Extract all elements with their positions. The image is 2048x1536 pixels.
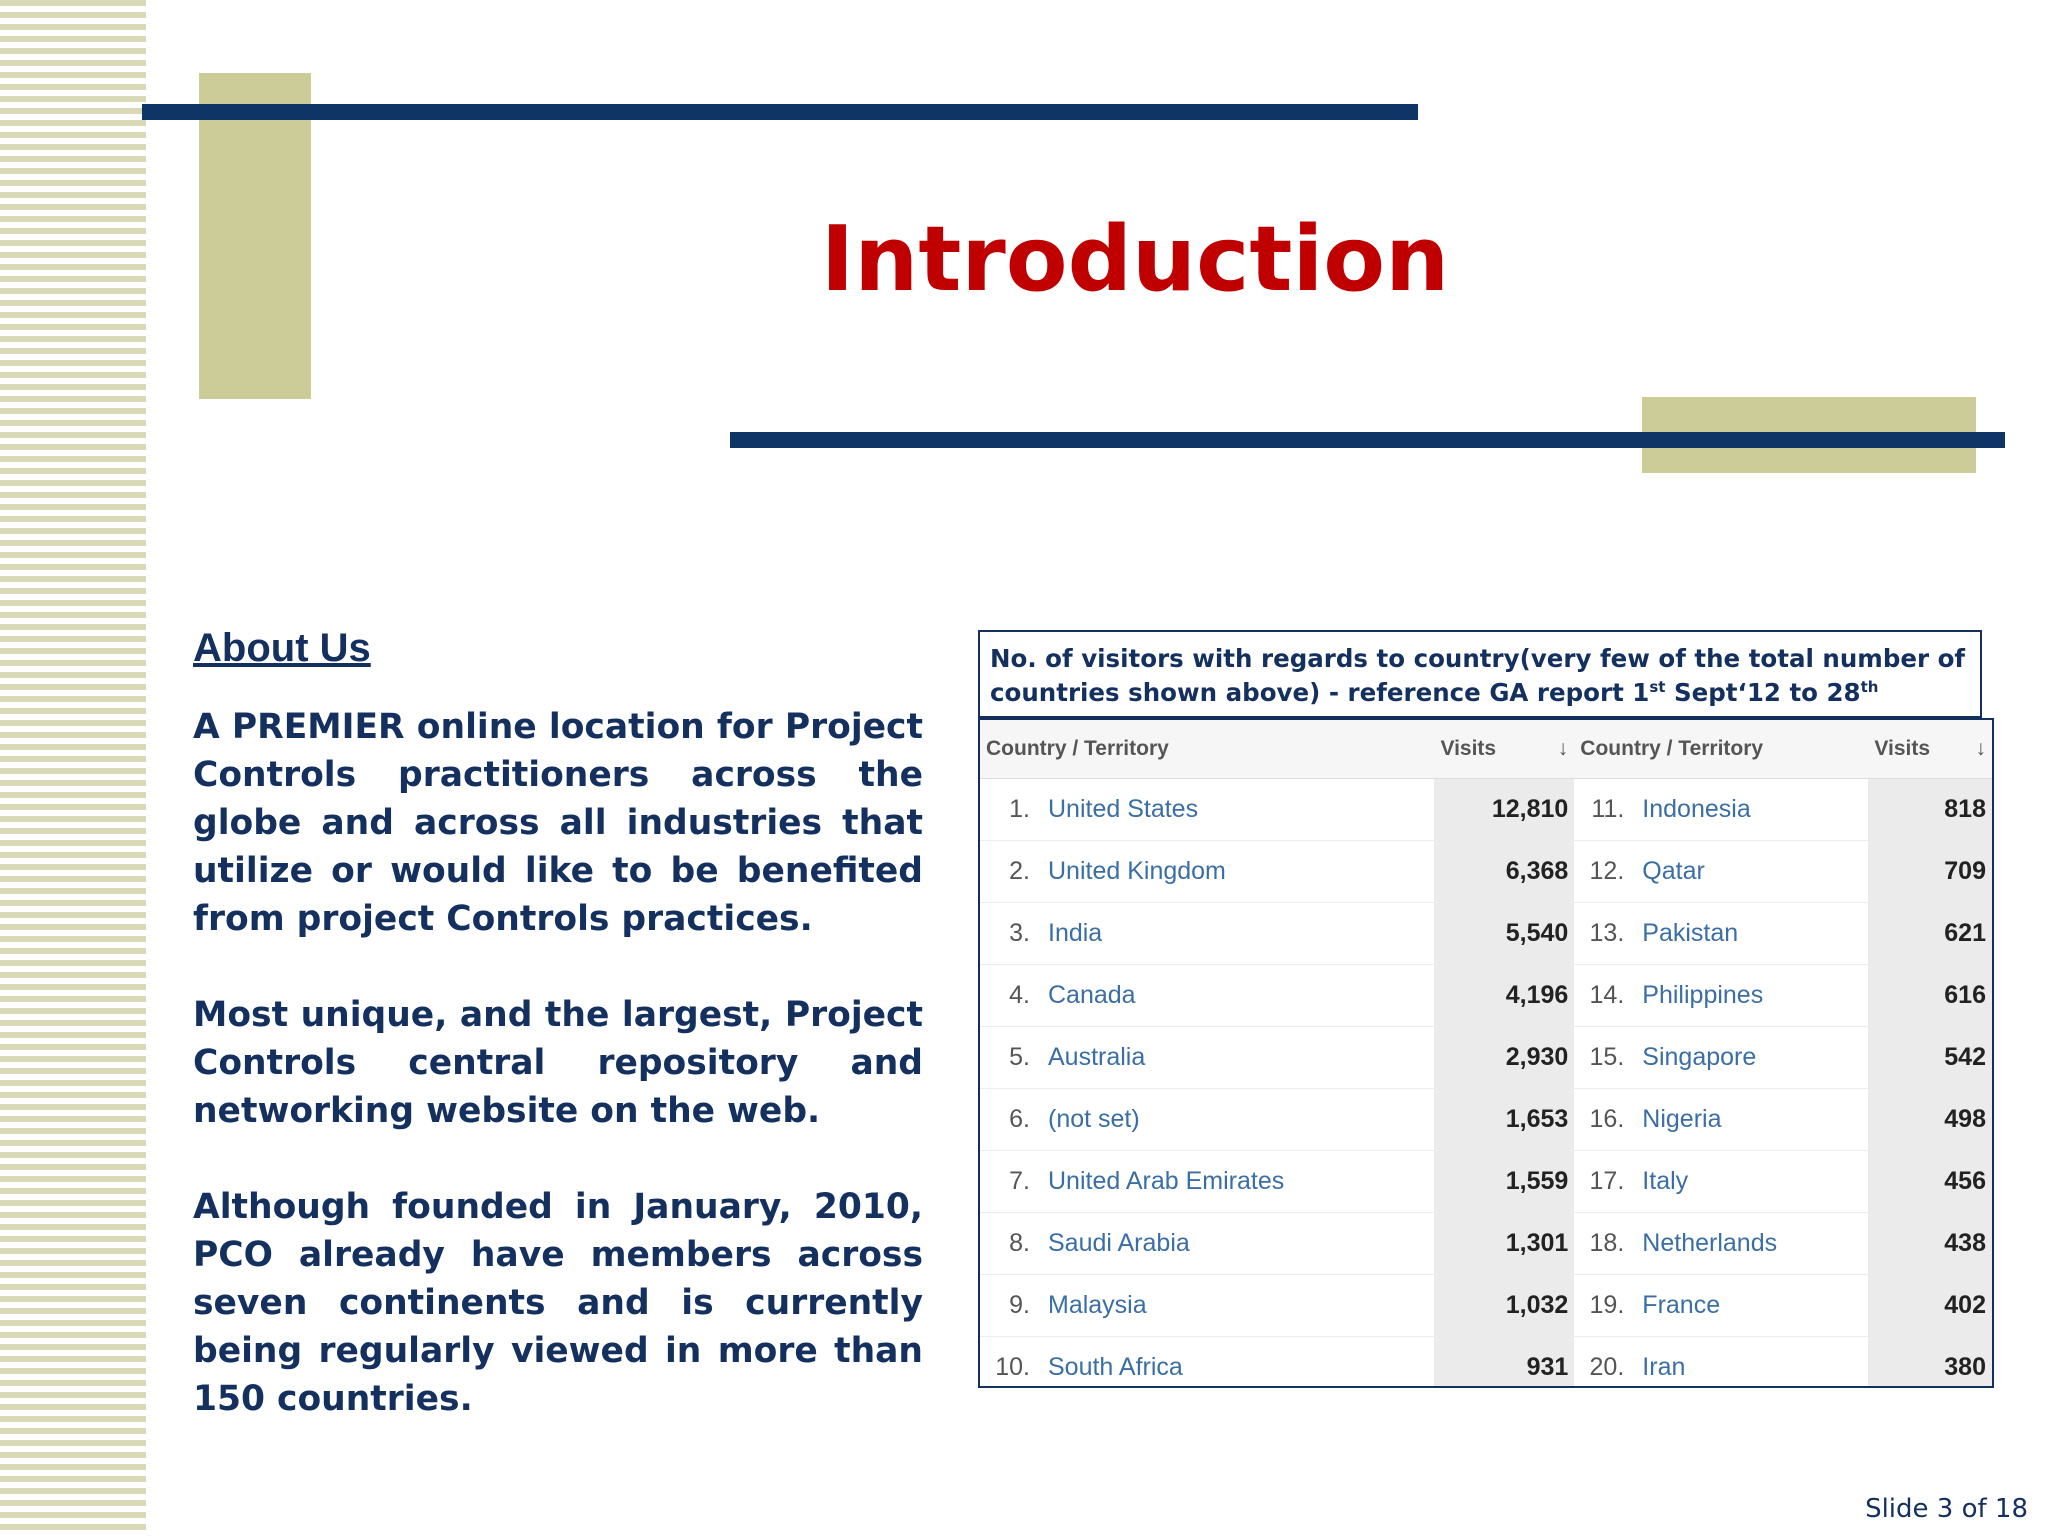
rank-cell: 7. — [980, 1151, 1042, 1213]
table-row — [980, 1151, 1992, 1213]
rank-cell: 15. — [1574, 1027, 1636, 1089]
header-country-right[interactable]: Country / Territory — [1574, 720, 1868, 779]
table-row — [980, 965, 1992, 1027]
rank-cell: 2. — [980, 841, 1042, 903]
table-row — [980, 779, 1992, 841]
country-link[interactable]: Netherlands — [1636, 1213, 1868, 1275]
country-link[interactable]: Nigeria — [1636, 1089, 1868, 1151]
country-link[interactable]: Iran — [1636, 1337, 1868, 1389]
header-visits-label: Visits — [1874, 737, 1931, 760]
visits-cell: 818 — [1868, 779, 1992, 841]
country-link[interactable]: Philippines — [1636, 965, 1868, 1027]
country-link[interactable]: Indonesia — [1636, 779, 1868, 841]
about-paragraph-3: Although founded in January, 2010, PCO already have members across seven continents and is currently being regularly viewed in more than 150 countries. — [193, 1187, 923, 1419]
accent-bar-bottom — [730, 432, 2005, 448]
visitors-table — [978, 718, 1994, 1388]
decorative-stripes — [0, 0, 146, 1536]
visits-cell: 931 — [1434, 1337, 1574, 1389]
visits-cell: 1,301 — [1434, 1213, 1574, 1275]
rank-cell: 14. — [1574, 965, 1636, 1027]
rank-cell: 6. — [980, 1089, 1042, 1151]
rank-cell: 20. — [1574, 1337, 1636, 1389]
visits-cell: 709 — [1868, 841, 1992, 903]
rank-cell: 13. — [1574, 903, 1636, 965]
visits-cell: 438 — [1868, 1213, 1992, 1275]
visits-cell: 6,368 — [1434, 841, 1574, 903]
header-visits-right[interactable] — [1868, 720, 1992, 779]
accent-block-top — [199, 73, 311, 399]
rank-cell: 10. — [980, 1337, 1042, 1389]
header-visits-left[interactable] — [1434, 720, 1574, 779]
country-link[interactable]: Qatar — [1636, 841, 1868, 903]
accent-bar-top — [142, 104, 1418, 120]
country-link[interactable]: South Africa — [1042, 1337, 1434, 1389]
rank-cell: 17. — [1574, 1151, 1636, 1213]
country-link[interactable]: Malaysia — [1042, 1275, 1434, 1337]
caption-sup-1: st — [1649, 677, 1666, 696]
table-row — [980, 1213, 1992, 1275]
rank-cell: 11. — [1574, 779, 1636, 841]
caption-text-2: Sept‘12 to 28 — [1665, 678, 1861, 707]
visits-cell: 616 — [1868, 965, 1992, 1027]
table-row — [980, 903, 1992, 965]
country-link[interactable]: Singapore — [1636, 1027, 1868, 1089]
rank-cell: 4. — [980, 965, 1042, 1027]
rank-cell: 5. — [980, 1027, 1042, 1089]
rank-cell: 9. — [980, 1275, 1042, 1337]
table-row — [980, 1027, 1992, 1089]
visits-cell: 1,559 — [1434, 1151, 1574, 1213]
visits-cell: 380 — [1868, 1337, 1992, 1389]
country-link[interactable]: United Arab Emirates — [1042, 1151, 1434, 1213]
table-row — [980, 1275, 1992, 1337]
rank-cell: 12. — [1574, 841, 1636, 903]
visits-cell: 1,032 — [1434, 1275, 1574, 1337]
rank-cell: 1. — [980, 779, 1042, 841]
table-row — [980, 1337, 1992, 1389]
visits-cell: 498 — [1868, 1089, 1992, 1151]
slide-title: Introduction — [820, 207, 1450, 312]
table-row — [980, 1089, 1992, 1151]
rank-cell: 16. — [1574, 1089, 1636, 1151]
slide-number: Slide 3 of 18 — [1865, 1494, 2028, 1524]
visits-cell: 402 — [1868, 1275, 1992, 1337]
country-link[interactable]: India — [1042, 903, 1434, 965]
rank-cell: 8. — [980, 1213, 1042, 1275]
table-header-row — [980, 720, 1992, 779]
visits-cell: 456 — [1868, 1151, 1992, 1213]
visits-cell: 621 — [1868, 903, 1992, 965]
visits-cell: 4,196 — [1434, 965, 1574, 1027]
visits-cell: 2,930 — [1434, 1027, 1574, 1089]
about-paragraph-1: A PREMIER online location for Project Controls practitioners across the globe and across all industries that utilize or would like to be benefited from project Controls practices. — [193, 707, 923, 939]
country-link[interactable]: France — [1636, 1275, 1868, 1337]
rank-cell: 19. — [1574, 1275, 1636, 1337]
header-country-left[interactable]: Country / Territory — [980, 720, 1434, 779]
table-caption — [978, 630, 1982, 718]
caption-text-1: No. of visitors with regards to country(very few of the total number of countries shown above) - reference GA report 1 — [990, 644, 1966, 707]
header-visits-label: Visits — [1440, 737, 1497, 760]
country-link[interactable]: United Kingdom — [1042, 841, 1434, 903]
visits-cell: 5,540 — [1434, 903, 1574, 965]
rank-cell: 18. — [1574, 1213, 1636, 1275]
visits-cell: 12,810 — [1434, 779, 1574, 841]
sort-down-arrow-icon[interactable]: ↓ — [1557, 737, 1569, 760]
sort-down-arrow-icon[interactable]: ↓ — [1975, 737, 1986, 760]
country-link[interactable]: (not set) — [1042, 1089, 1434, 1151]
country-link[interactable]: Pakistan — [1636, 903, 1868, 965]
rank-cell: 3. — [980, 903, 1042, 965]
about-paragraph-2: Most unique, and the largest, Project Controls central repository and networking website on the web. — [193, 995, 923, 1131]
country-link[interactable]: Italy — [1636, 1151, 1868, 1213]
visits-cell: 542 — [1868, 1027, 1992, 1089]
visits-cell: 1,653 — [1434, 1089, 1574, 1151]
table-row — [980, 841, 1992, 903]
about-us-heading: About Us — [193, 626, 371, 670]
country-link[interactable]: Canada — [1042, 965, 1434, 1027]
country-link[interactable]: United States — [1042, 779, 1434, 841]
country-link[interactable]: Australia — [1042, 1027, 1434, 1089]
caption-sup-2: th — [1860, 677, 1879, 696]
country-link[interactable]: Saudi Arabia — [1042, 1213, 1434, 1275]
